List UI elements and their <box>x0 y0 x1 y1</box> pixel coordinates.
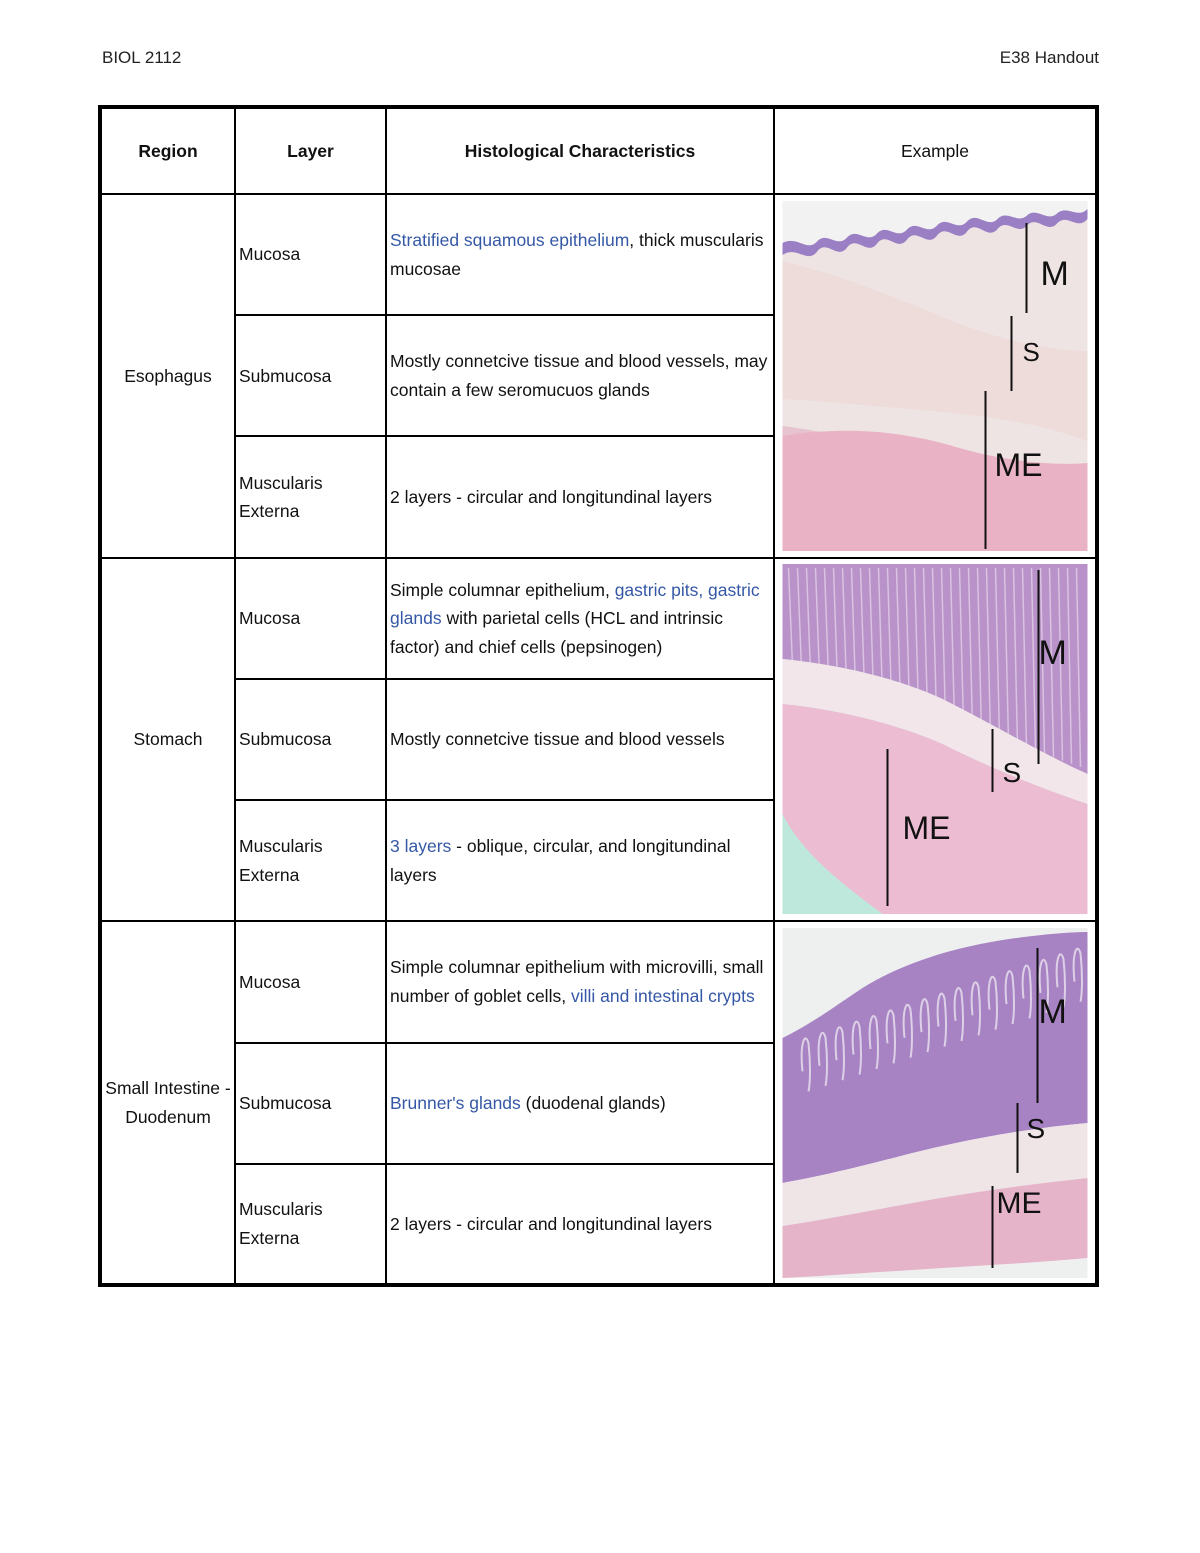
description-text: Mostly connetcive tissue and blood vessels <box>390 729 725 750</box>
layer-label-s: S <box>1002 757 1022 789</box>
characteristics-cell <box>386 1043 774 1164</box>
characteristics-cell <box>386 315 774 436</box>
layer-label-s: S <box>1022 336 1040 367</box>
highlighted-term: Brunner's glands <box>390 1092 521 1113</box>
characteristics-cell <box>386 436 774 557</box>
table-row <box>100 558 1097 679</box>
characteristics-cell <box>386 800 774 921</box>
example-image-cell-stomach <box>774 558 1097 922</box>
layer-cell: Submucosa <box>235 679 386 800</box>
highlighted-term: Stratified squamous epithelium <box>390 230 630 251</box>
layer-cell: Muscularis Externa <box>235 1164 386 1285</box>
description-text: 2 layers - circular and longitundinal layers <box>390 486 712 507</box>
characteristics-cell <box>386 194 774 315</box>
micrograph-stomach <box>778 564 1092 914</box>
characteristics-cell <box>386 1164 774 1285</box>
table-row <box>100 921 1097 1042</box>
description-text: with parietal cells (HCL and intrinsic factor) and chief cells (pepsinogen) <box>390 608 723 657</box>
description-text: Mostly connetcive tissue and blood vessels, may contain a few seromucuos glands <box>390 351 768 400</box>
highlighted-term: 3 layers <box>390 836 452 857</box>
table-row <box>100 194 1097 315</box>
description-text: , thick muscularis mucosae <box>390 230 764 279</box>
characteristics-cell <box>386 679 774 800</box>
course-code: BIOL 2112 <box>102 48 182 67</box>
layer-label-me: ME <box>996 1186 1042 1220</box>
layer-cell: Mucosa <box>235 921 386 1042</box>
characteristics-cell <box>386 921 774 1042</box>
micrograph-small-intestine-duodenum <box>778 928 1092 1278</box>
region-cell-esophagus: Esophagus <box>100 194 235 558</box>
layer-label-m: M <box>1038 992 1067 1031</box>
description-text: 2 layers - circular and longitundinal layers <box>390 1213 712 1234</box>
column-header-region: Region <box>100 107 235 194</box>
layer-cell: Muscularis Externa <box>235 800 386 921</box>
description-text: Simple columnar epithelium, <box>390 579 615 600</box>
layer-label-me: ME <box>902 810 951 847</box>
micrograph-esophagus <box>778 201 1092 551</box>
description-text: - oblique, circular, and longitundinal layers <box>390 836 731 885</box>
layer-cell: Mucosa <box>235 194 386 315</box>
description-text: (duodenal glands) <box>520 1092 666 1113</box>
layer-label-m: M <box>1038 634 1067 673</box>
highlighted-term: gastric pits, gastric glands <box>390 579 760 629</box>
description-text: Simple columnar epithelium with microvilli, small number of goblet cells, <box>390 957 764 1006</box>
layer-cell: Submucosa <box>235 315 386 436</box>
column-header-layer: Layer <box>235 107 386 194</box>
layer-label-m: M <box>1040 254 1069 293</box>
table-header-row <box>100 107 1097 194</box>
region-cell-small-intestine-duodenum: Small Intestine - Duodenum <box>100 921 235 1285</box>
characteristics-cell <box>386 558 774 679</box>
highlighted-term: villi and intestinal crypts <box>570 985 755 1006</box>
layer-label-s: S <box>1026 1112 1046 1144</box>
histology-table <box>98 105 1099 1287</box>
region-cell-stomach: Stomach <box>100 558 235 922</box>
handout-title: E38 Handout <box>999 48 1099 67</box>
layer-cell: Submucosa <box>235 1043 386 1164</box>
layer-cell: Mucosa <box>235 558 386 679</box>
layer-label-me: ME <box>994 446 1043 483</box>
column-header-characteristics: Histological Characteristics <box>386 107 774 194</box>
column-header-example: Example <box>774 107 1097 194</box>
layer-cell: Muscularis Externa <box>235 436 386 557</box>
example-image-cell-esophagus <box>774 194 1097 558</box>
example-image-cell-small-intestine-duodenum <box>774 921 1097 1285</box>
